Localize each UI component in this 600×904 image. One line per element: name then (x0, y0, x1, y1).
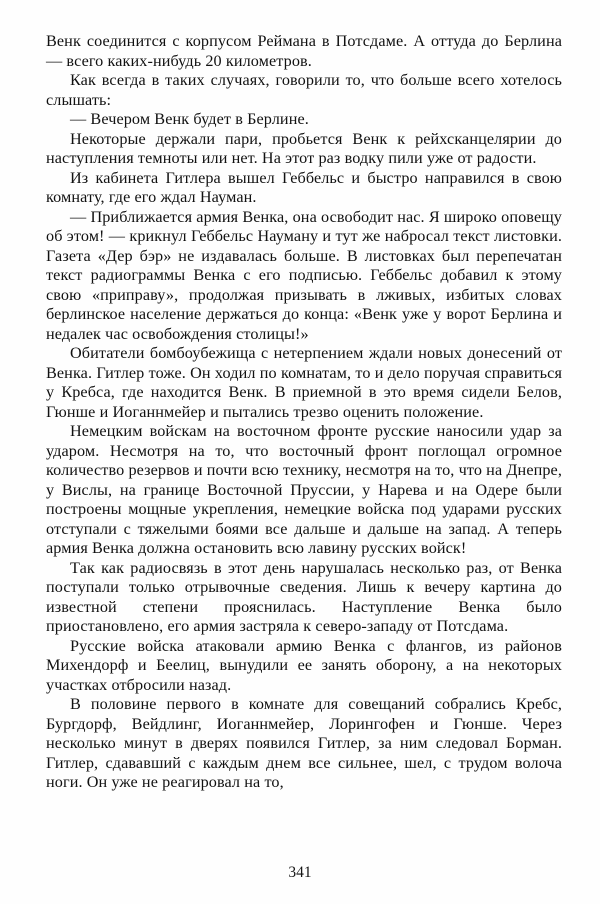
paragraph: Некоторые держали пари, пробьется Венк к рейхсканцелярии до наступления темноты или нет. На этот раз водку пили уже от радости. (46, 129, 562, 167)
page-number: 341 (288, 864, 312, 881)
paragraph: Русские войска атаковали армию Венка с флангов, из районов Михендорф и Беелиц, вынудили ее занять оборону, а на некоторых участках отбросили назад. (46, 636, 562, 694)
paragraph: — Вечером Венк будет в Берлине. (70, 110, 309, 128)
page-text (46, 32, 562, 793)
paragraph: Немецким войскам на восточном фронте русские наносили удар за ударом. Несмотря на то, что восточный фронт поглощал огромное количество резервов и почти всю технику, несмотря на то, что на Днепре, у Вислы, на границе Восточной Пруссии, у Нарева и на Одере были построены мощные укрепления, немецкие войска под ударами русских отступали с тяжелыми боями все дальше и дальше на запад. А теперь армия Венка должна остановить всю лавину русских войск! (46, 422, 562, 557)
paragraph: Венк соединится с корпусом Реймана в Потсдаме. А оттуда до Берлина — всего каких-нибудь 20 километров. (46, 32, 562, 70)
paragraph: Обитатели бомбоубежища с нетерпением ждали новых донесений от Венка. Гитлер тоже. Он ходил по комнатам, то и дело поручая справиться у Кребса, где находится Венк. В приемной в это время сидели Белов, Гюнше и Иоганнмейер и пытались трезво оценить положение. (46, 344, 562, 421)
paragraph: В половине первого в комнате для совещаний собрались Кребс, Бургдорф, Вейдлинг, Иоганнмейер, Лорингофен и Гюнше. Через несколько минут в дверях появился Гитлер, за ним следовал Борман. Гитлер, сдававший с каждым днем все сильнее, шел, с трудом волоча ноги. Он уже не реагировал на то, (46, 695, 562, 791)
paragraph: Из кабинета Гитлера вышел Геббельс и быстро направился в свою комнату, где его ждал Науман. (46, 168, 562, 206)
paragraph: Как всегда в таких случаях, говорили то, что больше всего хотелось слышать: (46, 71, 562, 109)
paragraph: — Приближается армия Венка, она освободит нас. Я широко оповещу об этом! — крикнул Геббельс Науману и тут же набросал текст листовки. Газета «Дер бэр» не издавалась больше. В листовках был перепечатан текст радиограммы Венка с его подписью. Геббельс добавил к этому свою «приправу», продолжая призывать в лживых, избитых словах берлинское население держаться до конца: «Венк уже у ворот Берлина и недалек час освобождения столицы!» (46, 207, 562, 343)
paragraph: Так как радиосвязь в этот день нарушалась несколько раз, от Венка поступали только отрывочные сведения. Лишь к вечеру картина до известной степени прояснилась. Наступление Венка было приостановлено, его армия застряла к северо-западу от Потсдама. (46, 558, 562, 635)
